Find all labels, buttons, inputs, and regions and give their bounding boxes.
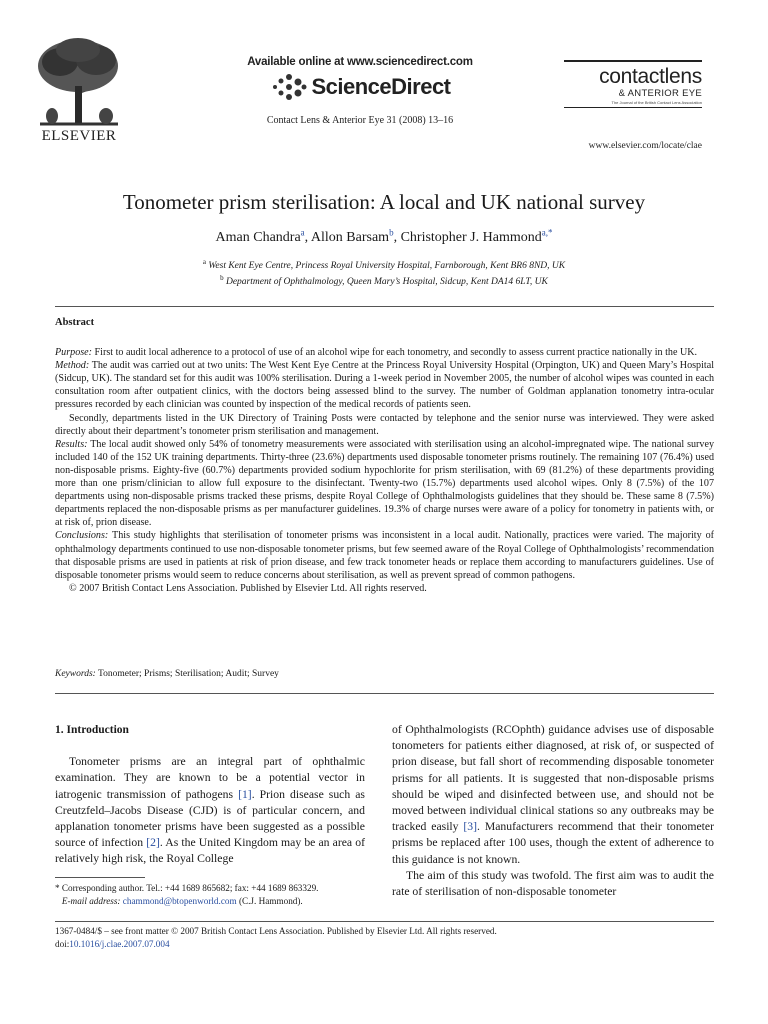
author-name: Christopher J. Hammond (400, 230, 542, 245)
logo-top-rule (564, 60, 702, 62)
bottom-divider (55, 921, 714, 922)
journal-logo-tiny: The Journal of the British Contact Lens Association (611, 100, 702, 105)
author-list: Aman Chandra$^a$, Allon Barsam$^b$, Christopher J. Hammond$^{a,*}$ (215, 227, 553, 245)
elsevier-tree-icon (30, 36, 128, 128)
author-name: Allon Barsam (310, 230, 390, 245)
body-right-column (392, 722, 714, 900)
abstract-section (55, 316, 714, 595)
body-left-column (55, 722, 365, 868)
abstract-method: Method: The audit was carried out at two units: The West Kent Eye Centre at the Princess Royal University Hospital (Orpington, UK) and Queen Mary’s Hospital (Sidcup, UK). The standard set for this audit was 100% sterilisation. During a 1-week period in November 2005, the number of alcohol wipes was counted in each consultation room after outpatient clinics, with the doctors being assessed blind to the survey. The number of Goldman applanation tonometry intra-ocular pressures recorded by each clinician was counted by inspection of the medical records of patients seen. (55, 360, 714, 411)
journal-logo-sub: & ANTERIOR EYE (618, 88, 702, 99)
abstract-heading: Abstract (55, 317, 95, 328)
keywords: Keywords: Tonometer; Prisms; Sterilisation; Audit; Survey (55, 669, 279, 679)
affiliations (0, 256, 768, 288)
publisher-name: ELSEVIER (41, 128, 117, 144)
title-divider (55, 306, 714, 307)
article-title: Tonometer prism sterilisation: A local and UK national survey (122, 190, 646, 214)
intro-paragraph-2: The aim of this study was twofold. The first aim was to audit the rate of sterilisation of non-disposable tonometer (392, 868, 714, 899)
journal-url[interactable]: www.elsevier.com/locate/clae (588, 141, 702, 151)
footnote (55, 882, 365, 908)
sciencedirect-wordmark: ScienceDirect (311, 74, 451, 99)
author-affil-link[interactable]: b (389, 227, 394, 238)
abstract-copyright: © 2007 British Contact Lens Association. Published by Elsevier Ltd. All rights reserved. (69, 582, 427, 594)
author-affil-link[interactable]: a,* (541, 227, 553, 238)
doi-line: doi:10.1016/j.clae.2007.07.004 (55, 938, 170, 949)
author-affil-link[interactable]: a (300, 227, 305, 238)
affiliation-b: $^b$ Department of Ophthalmology, Queen Mary’s Hospital, Sidcup, Kent DA14 6LT, UK (220, 274, 548, 288)
available-online-text: Available online at www.sciencedirect.com (247, 56, 473, 68)
author-name: Aman Chandra (215, 230, 301, 245)
bottom-info (55, 925, 714, 951)
doi-link[interactable]: 10.1016/j.clae.2007.07.004 (69, 938, 170, 949)
abstract-results: Results: The local audit showed only 54% of tonometry measurements were associated with sterilisation using an alcohol-impregnated wipe. The national survey included 140 of the 152 UK training departments. Thirty-three (23.6%) departments used disposable tonometer prisms routinely. The remaining 107 (76.4%) used non-disposable prisms. Eighty-five (60.7%) departments provided sodium hypochlorite for prism sterilisation, with 69 (81.2%) of these departments providing more than one prism/clinician to allow full exposure to the disinfectant. Twenty-two (15.7%) departments used alcohol wipes. Only 8 (7.5%) of the 107 departments using non-disposable prisms tracked these prisms, despite Royal College of Ophthalmologists guidelines that they should be. These same 8 (7.5%) departments replaced the non-disposable prisms as per manufacturer guidelines. 19.3% of charge nurses were aware of a policy for tonometry in patients with, or at risk of, prion disease. (55, 438, 714, 529)
abstract-method-2: Secondly, departments listed in the UK Directory of Training Posts were contacted by telephone and the senior nurse was interviewed. They were asked directly about their department’s tonometer prism sterilisation and management. (55, 412, 714, 437)
email-line: E-mail address: chammond@btopenworld.com (C.J. Hammond). (61, 895, 303, 906)
abstract-divider (55, 693, 714, 694)
citation-link[interactable]: [2] (146, 836, 160, 850)
sciencedirect-dots-icon (269, 73, 307, 101)
intro-paragraph-1: Tonometer prisms are an integral part of ophthalmic examination. They are known to be a potential vector in iatrogenic transmission of pathogens [1]. Prion disease such as Creutzfeld–Jacobs Disease (CJD) is of particular concern, and applanation tonometer prisms have been suggested as a possible source of infection [2]. As the United Kingdom may be an area of relatively high risk, the Royal College (55, 755, 365, 866)
journal-logo (564, 60, 702, 108)
affiliation-a: $^a$ West Kent Eye Centre, Princess Royal University Hospital, Farnborough, Kent BR6 8ND, UK (202, 258, 566, 272)
abstract-purpose: Purpose: First to audit local adherence to a protocol of use of an alcohol wipe for each tonometry, and secondly to assess current practice nationally in the UK. (55, 347, 698, 359)
journal-logo-main: contactlens (599, 65, 702, 88)
footnote-rule (55, 877, 145, 878)
citation-link[interactable]: [3] (463, 820, 478, 834)
corresponding-author: * Corresponding author. Tel.: +44 1689 865682; fax: +44 1689 863329. (55, 883, 319, 893)
header-center (200, 56, 520, 126)
citation-link[interactable]: [1] (238, 787, 252, 801)
abstract-conclusions: Conclusions: This study highlights that sterilisation of tonometer prisms was inconsistent in a local audit. Nationally, practices were varied. The majority of ophthalmology departments continued to use non-disposable tonometer prisms, but few seemed aware of the Royal College of Ophthalmologists’ recommendation that disposable prisms are used in patients at risk of prion disease, and few track tonometer heads or replace them according to manufacturers guidelines. Use of disposable tonometer prisms would seem to reduce concerns about sterilisation, as well as prevent spread of common pathogens. (55, 530, 714, 581)
email-link[interactable]: chammond@btopenworld.com (122, 895, 237, 906)
elsevier-logo (24, 36, 134, 146)
sciencedirect-logo (200, 73, 520, 101)
logo-bottom-rule (564, 107, 702, 108)
section-heading: 1. Introduction (55, 724, 129, 736)
intro-paragraph-1-cont: of Ophthalmologists (RCOphth) guidance advises use of disposable tonometers for patients either diagnosed, at risk of, or suspected of prion disease, but fall short of recommending disposable tonometer prisms for all patients. It is suggested that non-disposable prisms should be wiped and disinfected between use, and should not be moved between individual clinical stations so any outbreaks may be tracked easily [3]. Manufacturers recommend that their tonometer prisms be replaced after 100 uses, though the extent of adherence to this guidance is not known. (392, 723, 714, 866)
issn-line: 1367-0484/$ – see front matter © 2007 British Contact Lens Association. Published by Elsevier Ltd. All rights reserved. (55, 926, 497, 936)
journal-reference: Contact Lens & Anterior Eye 31 (2008) 13–16 (266, 115, 454, 126)
